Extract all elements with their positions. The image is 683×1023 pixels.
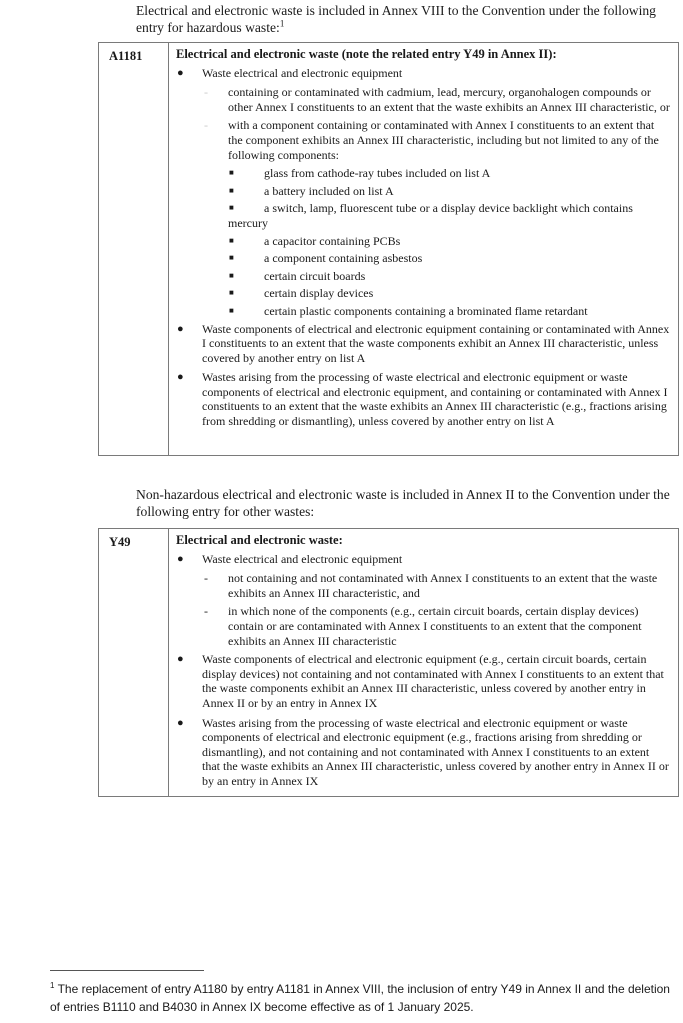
- dash-item: [176, 604, 670, 648]
- component-text: a switch, lamp, fluorescent tube or a display device backlight which contains mercury: [228, 201, 633, 230]
- entry-table-a1181: [98, 42, 679, 456]
- square-bullet-icon: ■: [229, 270, 234, 280]
- dash-item: [176, 571, 670, 600]
- dash-icon: -: [204, 85, 208, 100]
- dash-text: in which none of the components (e.g., certain circuit boards, certain display devices) contain or are contaminated with Annex I constituents to an extent that the component exhibits an Annex III characteristic: [228, 604, 642, 648]
- bullet-icon: ●: [177, 322, 184, 335]
- component-item: [176, 166, 670, 181]
- bullet-item: [176, 552, 670, 567]
- component-item: [176, 304, 670, 319]
- bullet-icon: ●: [177, 371, 184, 384]
- component-item: [176, 234, 670, 249]
- square-bullet-icon: ■: [229, 288, 234, 298]
- bullet-item: [176, 652, 670, 710]
- square-bullet-icon: ■: [229, 305, 234, 315]
- component-item: [176, 201, 670, 230]
- intro-paragraph-hazardous: [136, 2, 676, 36]
- bullet-item: [176, 66, 670, 81]
- intro-paragraph-non-hazardous: [136, 486, 676, 520]
- entry-code-cell: [99, 43, 169, 455]
- square-bullet-icon: ■: [229, 253, 234, 263]
- square-bullet-icon: ■: [229, 185, 234, 195]
- component-text: glass from cathode-ray tubes included on list A: [264, 166, 491, 181]
- entry-code: A1181: [109, 49, 143, 63]
- bullet-icon: ●: [177, 716, 184, 729]
- dash-text: containing or contaminated with cadmium, lead, mercury, organohalogen compounds or other Annex I constituents to an extent that the waste exhibits an Annex III characteristic, or: [228, 85, 670, 114]
- bullet-text: Wastes arising from the processing of waste electrical and electronic equipment or waste components of electrical and electronic equipment, and containing or contaminated with Annex I constituents to an extent that the waste exhibits an Annex III characteristic (e.g., fractions arising from shredding or dismantling), unless covered by another entry on list A: [202, 370, 668, 429]
- dash-text: not containing and not contaminated with Annex I constituents to an extent that the waste exhibits an Annex III characteristic, and: [228, 571, 658, 600]
- bullet-icon: ●: [177, 66, 184, 79]
- footnote: [50, 980, 676, 1016]
- square-bullet-icon: ■: [229, 203, 234, 213]
- bullet-text: Wastes arising from the processing of waste electrical and electronic equipment or waste components of electrical and electronic equipment (e.g., fractions arising from shredding or dismantling), and not containing and not contaminated with Annex I constituents to an extent that the waste exhibits an Annex III characteristic, unless covered by another entry in Annex II or by an entry in Annex IX: [202, 715, 669, 788]
- component-text: a battery included on list A: [264, 183, 394, 198]
- entry-heading: Electrical and electronic waste:: [176, 533, 343, 547]
- entry-code: Y49: [109, 535, 131, 549]
- component-item: [176, 184, 670, 199]
- component-text: a component containing asbestos: [264, 251, 423, 266]
- entry-code-cell: [99, 529, 169, 796]
- entry-heading: Electrical and electronic waste (note the related entry Y49 in Annex II):: [176, 47, 557, 61]
- component-item: [176, 269, 670, 284]
- bullet-text: Waste components of electrical and electronic equipment containing or contaminated with Annex I constituents to an extent that the waste components exhibit an Annex III characteristic, unless covered by another entry on list A: [202, 321, 670, 365]
- bullet-item: [176, 370, 670, 428]
- bullet-item: [176, 716, 670, 789]
- component-item: [176, 251, 670, 266]
- component-text: certain display devices: [264, 286, 374, 301]
- bullet-text: Waste components of electrical and electronic equipment (e.g., certain circuit boards, certain display devices) not containing and not contaminated with Annex I constituents to an extent that the waste components exhibit an Annex III characteristic, unless covered by another entry in Annex II or by an entry in Annex IX: [202, 652, 664, 710]
- bullet-text: Waste electrical and electronic equipment: [202, 65, 403, 80]
- dash-icon: -: [204, 571, 208, 586]
- intro-text: Non-hazardous electrical and electronic waste is included in Annex II to the Convention under the following entry for other wastes:: [136, 487, 670, 519]
- dash-text: with a component containing or contaminated with Annex I constituents to an extent that the component exhibits an Annex III characteristic, including but not limited to any of the following components:: [228, 118, 659, 162]
- dash-item: [176, 85, 670, 114]
- footnote-text: The replacement of entry A1180 by entry A1181 in Annex VIII, the inclusion of entry Y49 in Annex II and the deletion of entries B1110 and B4030 in Annex IX become effective as of 1 January 2025.: [50, 982, 670, 1014]
- component-text: a capacitor containing PCBs: [264, 233, 401, 248]
- entry-table-y49: [98, 528, 679, 797]
- square-bullet-icon: ■: [229, 235, 234, 245]
- dash-item: [176, 118, 670, 162]
- entry-description-cell: [176, 533, 670, 794]
- bullet-icon: ●: [177, 653, 184, 666]
- bullet-text: Waste electrical and electronic equipment: [202, 551, 403, 566]
- bullet-icon: ●: [177, 552, 184, 565]
- intro-text: Electrical and electronic waste is included in Annex VIII to the Convention under the following entry for hazardous waste:: [136, 3, 656, 35]
- component-text: certain circuit boards: [264, 268, 366, 283]
- footnote-reference[interactable]: 1: [279, 18, 285, 29]
- dash-icon: -: [204, 118, 208, 133]
- component-item: [176, 286, 670, 301]
- square-bullet-icon: ■: [229, 168, 234, 178]
- bullet-item: [176, 322, 670, 366]
- entry-description-cell: [176, 47, 670, 434]
- component-text: certain plastic components containing a brominated flame retardant: [264, 303, 588, 318]
- dash-icon: -: [204, 604, 208, 619]
- footnote-divider: [50, 970, 204, 971]
- footnote-marker: 1: [50, 981, 55, 990]
